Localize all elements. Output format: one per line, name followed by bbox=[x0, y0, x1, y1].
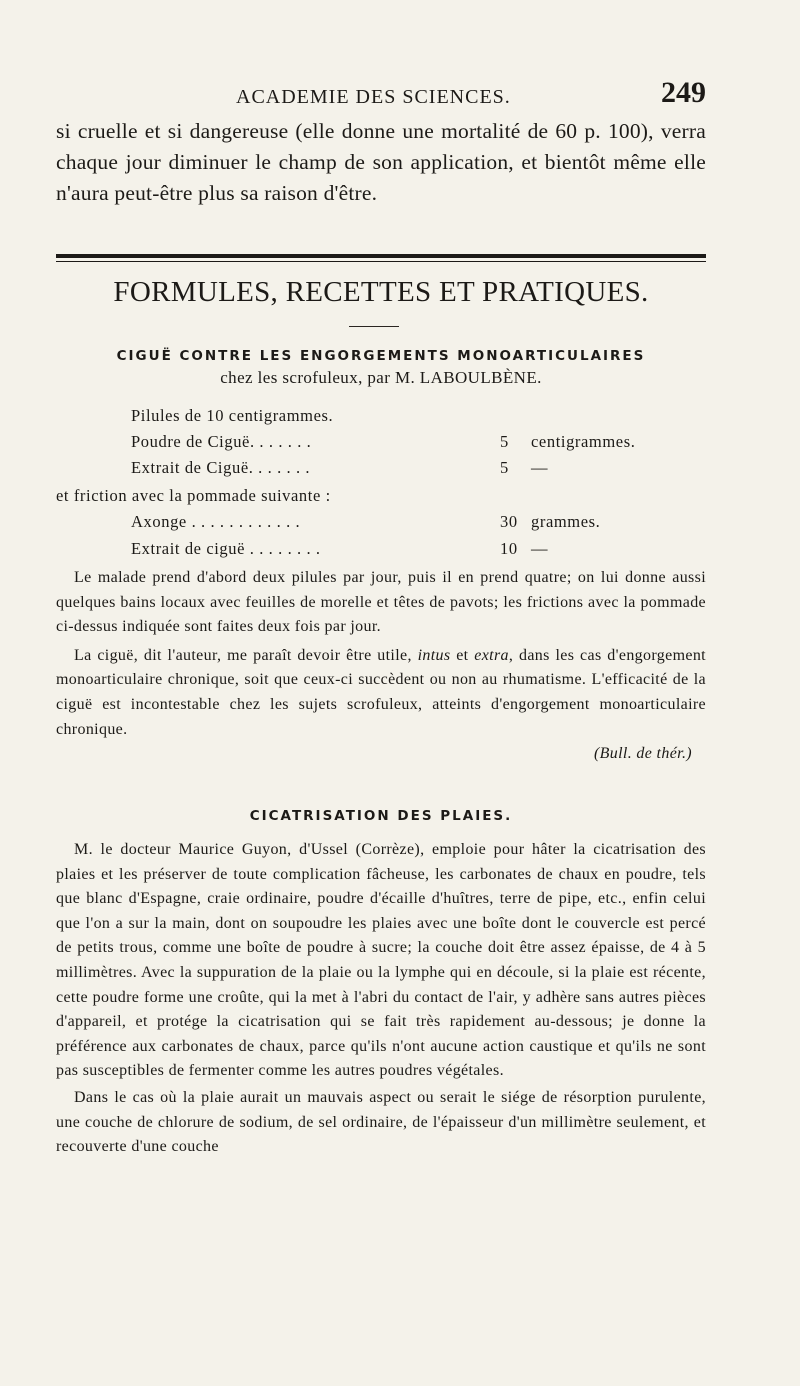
ingredient-unit: — bbox=[531, 539, 549, 558]
article1-heading: CIGUË CONTRE LES ENGORGEMENTS MONOARTICULAIRES bbox=[116, 348, 646, 364]
ingredient-name: Extrait de Ciguë. . . . . . . bbox=[131, 458, 311, 477]
section-title: FORMULES, RECETTES ET PRATIQUES. bbox=[113, 276, 649, 308]
ingredient-quantity: 30 bbox=[500, 512, 518, 531]
article1-paragraph: La ciguë, dit l'auteur, me paraît devoir être utile, intus et extra, dans les cas d'engorgement monoarticulaire chronique, soit que ceux-ci succèdent ou non au rhumatisme. L'efficacité de la ciguë est incontestable chez les sujets scrofuleux, atteints d'engorgement monoarticulaire chronique. bbox=[56, 646, 706, 738]
ingredient-quantity: 5 bbox=[500, 458, 509, 477]
citation: (Bull. de thér.) bbox=[593, 745, 692, 763]
ingredient-unit: centigrammes. bbox=[531, 432, 636, 451]
article2-paragraph: Dans le cas où la plaie aurait un mauvais aspect ou serait le siége de résorption purulente, une couche de chlorure de sodium, de sel ordinaire, de l'épaisseur d'un millimètre seulement, et recouverte d'une couche bbox=[56, 1088, 706, 1156]
ingredient-name: Poudre de Ciguë. . . . . . . bbox=[131, 432, 312, 451]
intro-paragraph bbox=[56, 116, 706, 209]
running-head-title: ACADEMIE DES SCIENCES. bbox=[236, 86, 511, 108]
latin-term: extra bbox=[474, 646, 509, 664]
section-rule-thin bbox=[56, 261, 706, 262]
page-number: 249 bbox=[661, 76, 706, 109]
title-divider bbox=[349, 326, 399, 327]
ingredient-name: Axonge . . . . . . . . . . . . bbox=[131, 512, 301, 531]
article1-byline: chez les scrofuleux, par M. LABOULBÈNE. bbox=[220, 368, 542, 387]
ingredient-quantity: 5 bbox=[500, 432, 509, 451]
ingredient-unit: grammes. bbox=[531, 512, 601, 531]
article2-body bbox=[56, 838, 706, 1160]
intro-text: si cruelle et si dangereuse (elle donne une mortalité de 60 p. 100), verra chaque jour diminuer le champ de son application, et bientôt même elle n'aura peut-être plus sa raison d'être. bbox=[56, 119, 706, 205]
ingredient-unit: — bbox=[531, 458, 549, 477]
running-head bbox=[56, 76, 706, 112]
section-rule-thick bbox=[56, 254, 706, 258]
ingredient-name: Extrait de ciguë . . . . . . . . bbox=[131, 539, 321, 558]
article2-heading: CICATRISATION DES PLAIES. bbox=[249, 808, 513, 824]
article1-paragraph: Le malade prend d'abord deux pilules par jour, puis il en prend quatre; on lui donne aussi quelques bains locaux avec feuilles de morelle et têtes de pavots; les frictions avec la pommade ci-dessus indiquée sont faites deux fois par jour. bbox=[56, 569, 706, 636]
pills-label: Pilules de 10 centigrammes. bbox=[131, 406, 334, 425]
friction-label: et friction avec la pommade suivante : bbox=[56, 486, 331, 505]
article2-paragraph: M. le docteur Maurice Guyon, d'Ussel (Corrèze), emploie pour hâter la cicatrisation des plaies et les préserver de toute complication fâcheuse, les carbonates de chaux en poudre, tels que blanc d'Espagne, craie ordinaire, poudre d'écaille d'huîtres, terre de pipe, etc., enfin celui que l'on a sur la main, dont on soupoudre les plaies avec une boîte dont le couvercle est percé de petits trous, comme une boîte de poudre à sucre; la couche doit être assez épaisse, de 4 à 5 millimètres. Avec la suppuration de la plaie ou la lymphe qui en découle, si la plaie est récente, cette poudre forme une croûte, qui la met à l'abri du contact de l'air, y adhère sans autres pièces d'appareil, et protége la cicatrisation qui se fait très rapidement au-dessous; je donne la préférence aux carbonates de chaux, parce qu'ils n'ont aucune action caustique et qu'ils ne sont pas susceptibles de fermenter comme les autres poudres végétales. bbox=[56, 841, 706, 1080]
latin-term: intus bbox=[417, 646, 451, 664]
article1-body bbox=[56, 566, 706, 767]
ingredient-quantity: 10 bbox=[500, 539, 518, 558]
